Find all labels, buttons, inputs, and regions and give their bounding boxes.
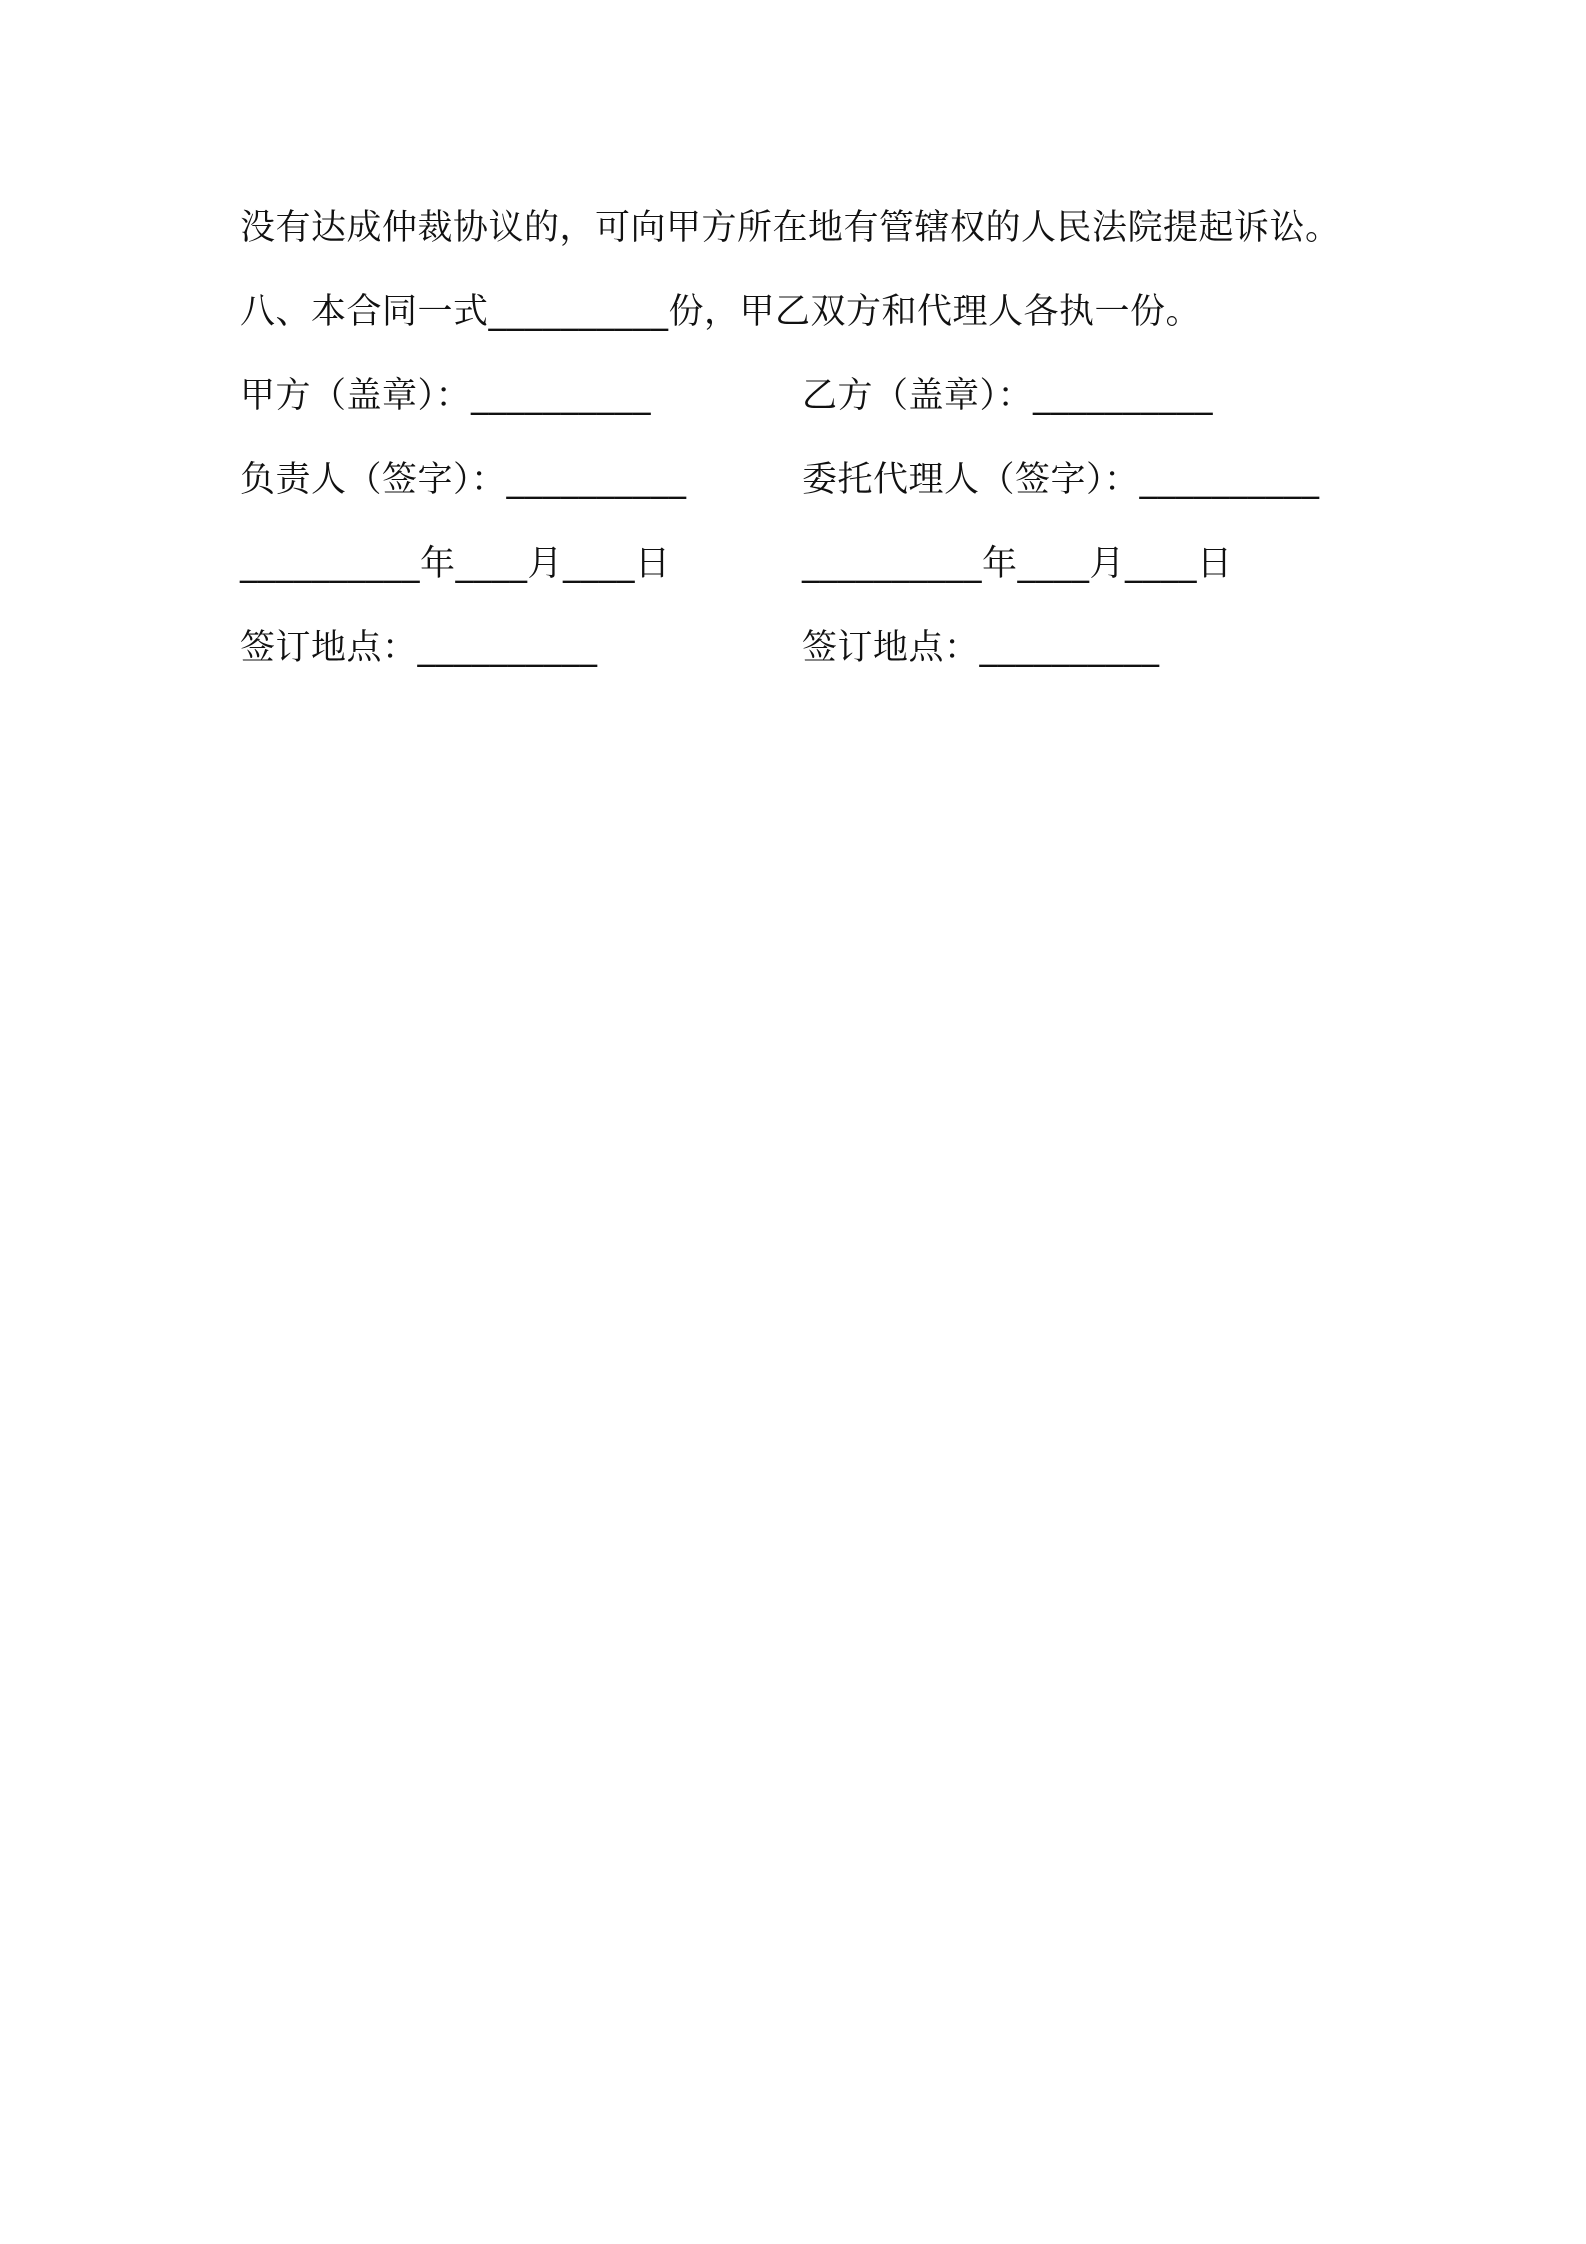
party-a-signer-field: 负责人（签字）：__________ bbox=[240, 460, 687, 500]
party-a-seal-field: 甲方（盖章）：__________ bbox=[240, 376, 652, 416]
copies-clause-text: 八、本合同一式__________份，甲乙双方和代理人各执一份。 bbox=[240, 292, 1202, 332]
party-b-date-field: __________年____月____日 bbox=[802, 544, 1233, 584]
party-a-date-field: __________年____月____日 bbox=[240, 544, 671, 584]
party-a-place-field: 签订地点：__________ bbox=[240, 628, 598, 668]
party-b-agent-signer-field: 委托代理人（签字）：__________ bbox=[802, 460, 1320, 500]
party-b-place-field: 签订地点：__________ bbox=[802, 628, 1160, 668]
party-b-seal-field: 乙方（盖章）：__________ bbox=[802, 376, 1214, 416]
dispute-clause-text: 没有达成仲裁协议的，可向甲方所在地有管辖权的人民法院提起诉讼。 bbox=[240, 208, 1341, 248]
